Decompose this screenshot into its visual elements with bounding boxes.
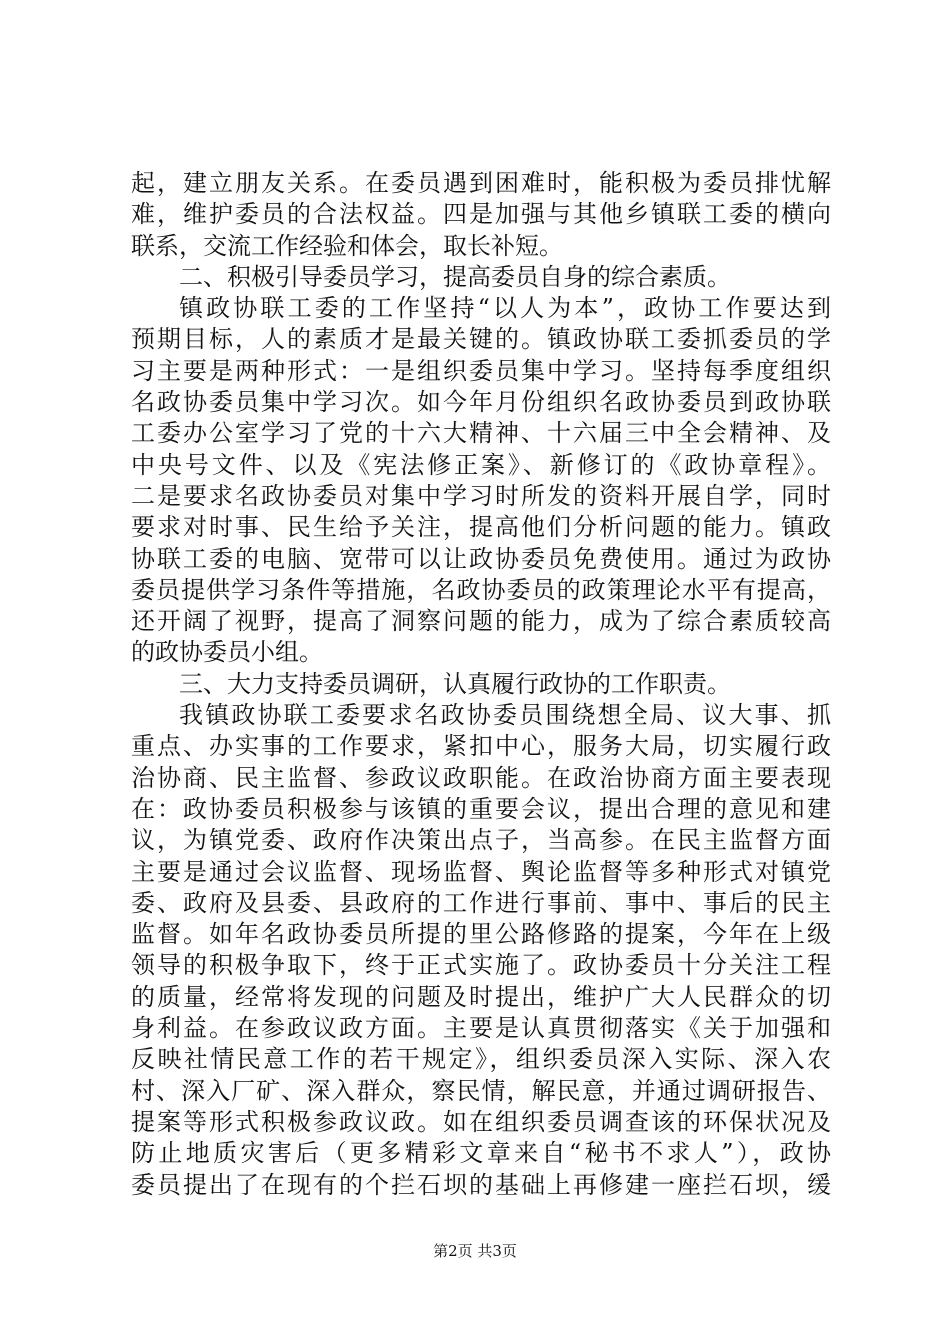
body-line: 难，维护委员的合法权益。四是加强与其他乡镇联工委的横向 [131, 200, 831, 229]
body-line: 预期目标，人的素质才是最关键的。镇政协联工委抓委员的学 [131, 325, 831, 354]
body-line: 主要是通过会议监督、现场监督、舆论监督等多种形式对镇党 [131, 857, 831, 886]
body-line: 起，建立朋友关系。在委员遇到困难时，能积极为委员排忧解 [131, 169, 831, 197]
body-line: 身利益。在参政议政方面。主要是认真贯彻落实《关于加强和 [131, 1014, 831, 1043]
body-line: 领导的积极争取下，终于正式实施了。政协委员十分关注工程 [131, 951, 831, 980]
body-line: 村、深入厂矿、深入群众，察民情，解民意，并通过调研报告、 [131, 1076, 831, 1105]
body-line: 议，为镇党委、政府作决策出点子，当高参。在民主监督方面 [131, 826, 831, 855]
body-line: 我镇政协联工委要求名政协委员围绕想全局、议大事、抓 [179, 701, 831, 730]
page-number-footer: 第2页 共3页 [433, 1242, 517, 1260]
body-line: 委员提出了在现有的个拦石坝的基础上再修建一座拦石坝，缓 [131, 1170, 831, 1199]
body-line: 协联工委的电脑、宽带可以让政协委员免费使用。通过为政协 [131, 544, 831, 573]
body-line: 防止地质灾害后（更多精彩文章来自“秘书不求人”），政协 [131, 1139, 831, 1168]
body-line: 名政协委员集中学习次。如今年月份组织名政协委员到政协联 [131, 388, 831, 417]
body-line: 反映社情民意工作的若干规定》，组织委员深入实际、深入农 [131, 1045, 831, 1074]
body-line: 中央号文件、以及《宪法修正案》、新修订的《政协章程》。 [131, 450, 831, 479]
body-line: 委员提供学习条件等措施，名政协委员的政策理论水平有提高， [131, 575, 831, 604]
body-line: 还开阔了视野，提高了洞察问题的能力，成为了综合素质较高 [131, 607, 831, 636]
body-line: 在：政协委员积极参与该镇的重要会议，提出合理的意见和建 [131, 794, 831, 823]
body-line: 监督。如年名政协委员所提的里公路修路的提案，今年在上级 [131, 920, 831, 949]
body-line: 委、政府及县委、县政府的工作进行事前、事中、事后的民主 [131, 888, 831, 917]
body-line: 习主要是两种形式：一是组织委员集中学习。坚持每季度组织 [131, 356, 831, 385]
body-line: 的质量，经常将发现的问题及时提出，维护广大人民群众的切 [131, 982, 831, 1011]
body-line: 要求对时事、民生给予关注，提高他们分析问题的能力。镇政 [131, 513, 831, 542]
body-line: 的政协委员小组。 [131, 638, 323, 667]
section-heading-2: 二、积极引导委员学习，提高委员自身的综合素质。 [179, 262, 731, 291]
body-line: 二是要求名政协委员对集中学习时所发的资料开展自学，同时 [131, 481, 831, 510]
body-line: 镇政协联工委的工作坚持“以人为本”，政协工作要达到 [179, 294, 831, 323]
body-line: 治协商、民主监督、参政议政职能。在政治协商方面主要表现 [131, 763, 831, 792]
body-line: 重点、办实事的工作要求，紧扣中心，服务大局，切实履行政 [131, 732, 831, 761]
body-line: 提案等形式积极参政议政。如在组织委员调查该的环保状况及 [131, 1107, 831, 1136]
body-line: 联系，交流工作经验和体会，取长补短。 [131, 231, 563, 260]
body-line: 工委办公室学习了党的十六大精神、十六届三中全会精神、及 [131, 419, 831, 448]
section-heading-3: 三、大力支持委员调研，认真履行政协的工作职责。 [179, 669, 731, 698]
document-body [131, 168, 831, 1201]
